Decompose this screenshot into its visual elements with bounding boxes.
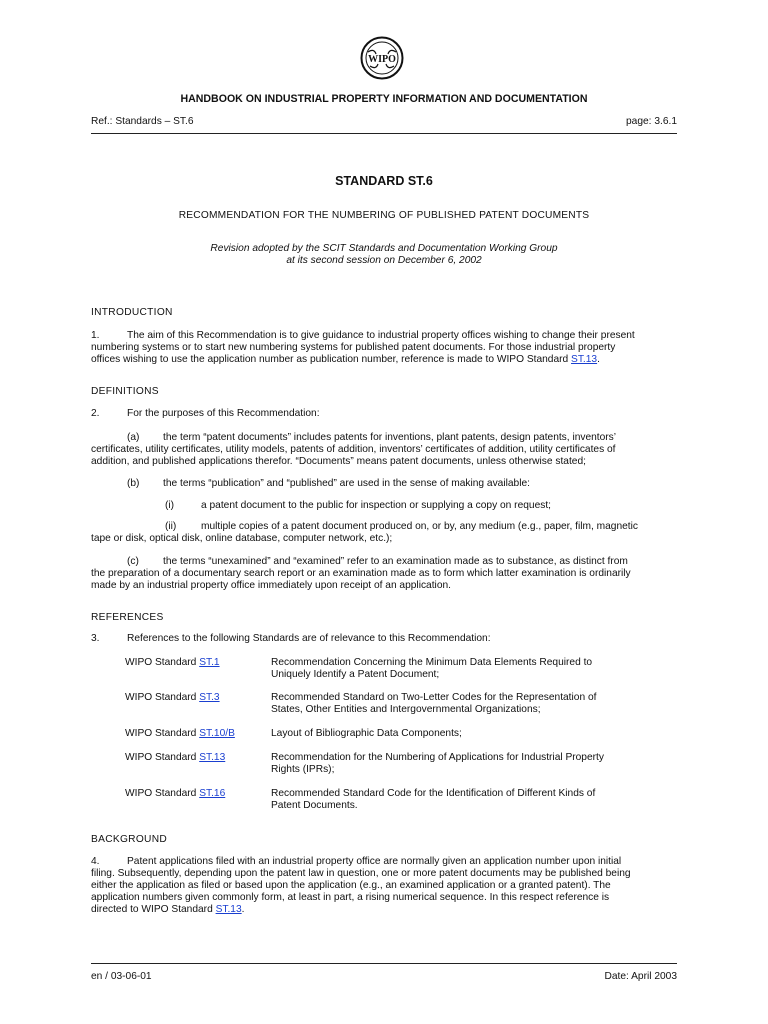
- paragraph-text: offices wishing to use the application number as publication number, reference is made to WIPO Standard: [91, 354, 572, 365]
- section-heading-references: REFERENCES: [91, 612, 164, 623]
- item-label: (c): [127, 556, 139, 567]
- paragraph-text: filing. Subsequently, depending upon the patent law in question, one or more patent documents may be published being: [91, 868, 631, 879]
- footer-date: Date: April 2003: [604, 971, 677, 982]
- paragraph-text: a patent document to the public for inspection or supplying a copy on request;: [201, 500, 551, 511]
- definition-b-ii: [91, 521, 679, 545]
- reference-prefix: WIPO Standard: [125, 692, 200, 703]
- footer-code: en / 03-06-01: [91, 971, 152, 982]
- reference-description-line: Rights (IPRs);: [271, 764, 335, 775]
- reference-description-line: States, Other Entities and Intergovernmental Organizations;: [271, 704, 541, 715]
- paragraph-text: either the application as filed or based upon the application (e.g., an examined application or a granted patent). The: [91, 880, 611, 891]
- paragraph-text: References to the following Standards are of relevance to this Recommendation:: [127, 633, 491, 644]
- paragraph-text: the preparation of a documentary search report or an examination made as to form which latter examination is ordinarily: [91, 568, 631, 579]
- paragraph-text: application numbers given commonly form, at least in part, a rising numerical sequence. In this respect reference is: [91, 892, 610, 903]
- link-st1[interactable]: ST.1: [199, 657, 220, 668]
- definition-c: [91, 556, 679, 592]
- revision-line-2: at its second session on December 6, 2002: [286, 255, 482, 266]
- revision-line-1: Revision adopted by the SCIT Standards and Documentation Working Group: [210, 243, 558, 254]
- paragraph-3: [91, 633, 679, 645]
- paragraph-text: numbering systems or to start new numbering systems for published patent documents. For those industrial property: [91, 342, 616, 353]
- item-label: (b): [127, 478, 140, 489]
- paragraph-text: Patent applications filed with an industrial property office are normally given an application number upon initial: [127, 856, 622, 867]
- link-st13[interactable]: ST.13: [571, 354, 598, 365]
- definition-a: [91, 432, 679, 468]
- paragraph-text: tape or disk, optical disk, online database, computer network, etc.);: [91, 533, 393, 544]
- definition-b-i: [91, 500, 679, 512]
- section-heading-definitions: DEFINITIONS: [91, 386, 159, 397]
- paragraph-text: multiple copies of a patent document produced on, or by, any medium (e.g., paper, film, magnetic: [201, 521, 638, 532]
- reference-description: [271, 692, 651, 716]
- footer-rule: [91, 963, 677, 964]
- paragraph-text: For the purposes of this Recommendation:: [127, 408, 320, 419]
- link-st3[interactable]: ST.3: [199, 692, 220, 703]
- section-heading-background: BACKGROUND: [91, 834, 168, 845]
- link-st13[interactable]: ST.13: [215, 904, 242, 915]
- item-label: (i): [165, 500, 175, 511]
- paragraph-text: certificates, utility certificates, utility models, patents of addition, inventors’ certificates of addition, utility certificates of: [91, 444, 616, 455]
- reference-prefix: WIPO Standard: [125, 788, 200, 799]
- definition-b: [91, 478, 679, 490]
- reference-name: [125, 657, 220, 669]
- item-label: (a): [127, 432, 140, 443]
- link-st16[interactable]: ST.16: [199, 788, 226, 799]
- wipo-logo: [360, 36, 404, 80]
- reference-name: [125, 692, 220, 704]
- reference-description-line: Recommendation for the Numbering of Applications for Industrial Property: [271, 752, 604, 763]
- paragraph-text: .: [241, 904, 245, 915]
- reference-prefix: WIPO Standard: [125, 728, 200, 739]
- paragraph-text: the terms “unexamined” and “examined” refer to an examination made as to substance, as distinct from: [163, 556, 628, 567]
- header-rule: [91, 133, 677, 134]
- reference-prefix: WIPO Standard: [125, 657, 200, 668]
- reference-description-line: Uniquely Identify a Patent Document;: [271, 669, 440, 680]
- paragraph-number: 2.: [91, 408, 100, 419]
- reference-description-line: Recommended Standard on Two-Letter Codes for the Representation of: [271, 692, 597, 703]
- paragraph-text: addition, and published applications therefor. “Documents” means patent documents, unless otherwise stated;: [91, 456, 586, 467]
- paragraph-text: The aim of this Recommendation is to give guidance to industrial property offices wishing to change their present: [127, 330, 635, 341]
- reference-description: [271, 752, 651, 776]
- reference-description: [271, 728, 651, 740]
- paragraph-2: [91, 408, 679, 420]
- document-subtitle: RECOMMENDATION FOR THE NUMBERING OF PUBLISHED PATENT DOCUMENTS: [178, 210, 590, 221]
- reference-description-line: Patent Documents.: [271, 800, 358, 811]
- paragraph-number: 1.: [91, 330, 100, 341]
- reference-description: [271, 788, 651, 812]
- link-st10b[interactable]: ST.10/B: [199, 728, 235, 739]
- reference-description-line: Layout of Bibliographic Data Components;: [271, 728, 462, 739]
- paragraph-number: 4.: [91, 856, 100, 867]
- reference-description-line: Recommended Standard Code for the Identification of Different Kinds of: [271, 788, 596, 799]
- reference-description: [271, 657, 651, 681]
- link-st13[interactable]: ST.13: [199, 752, 226, 763]
- reference-name: [125, 728, 235, 740]
- paragraph-text: .: [597, 354, 600, 365]
- paragraph-text: made by an industrial property office immediately upon receipt of an application.: [91, 580, 451, 591]
- item-label: (ii): [165, 521, 177, 532]
- reference-label: Ref.: Standards – ST.6: [91, 116, 194, 127]
- section-heading-introduction: INTRODUCTION: [91, 307, 173, 318]
- page-number: page: 3.6.1: [626, 116, 677, 127]
- paragraph-4: [91, 856, 679, 916]
- reference-name: [125, 752, 225, 764]
- paragraph-text: the terms “publication” and “published” are used in the sense of making available:: [163, 478, 530, 489]
- paragraph-1: [91, 330, 679, 366]
- standard-title: STANDARD ST.6: [335, 174, 433, 188]
- reference-description-line: Recommendation Concerning the Minimum Data Elements Required to: [271, 657, 593, 668]
- paragraph-text: directed to WIPO Standard: [91, 904, 216, 915]
- handbook-title: HANDBOOK ON INDUSTRIAL PROPERTY INFORMATION AND DOCUMENTATION: [180, 93, 588, 105]
- reference-name: [125, 788, 225, 800]
- reference-prefix: WIPO Standard: [125, 752, 200, 763]
- svg-text:WIPO: WIPO: [368, 54, 396, 65]
- paragraph-text: the term “patent documents” includes patents for inventions, plant patents, design patents, inventors’: [163, 432, 617, 443]
- paragraph-number: 3.: [91, 633, 100, 644]
